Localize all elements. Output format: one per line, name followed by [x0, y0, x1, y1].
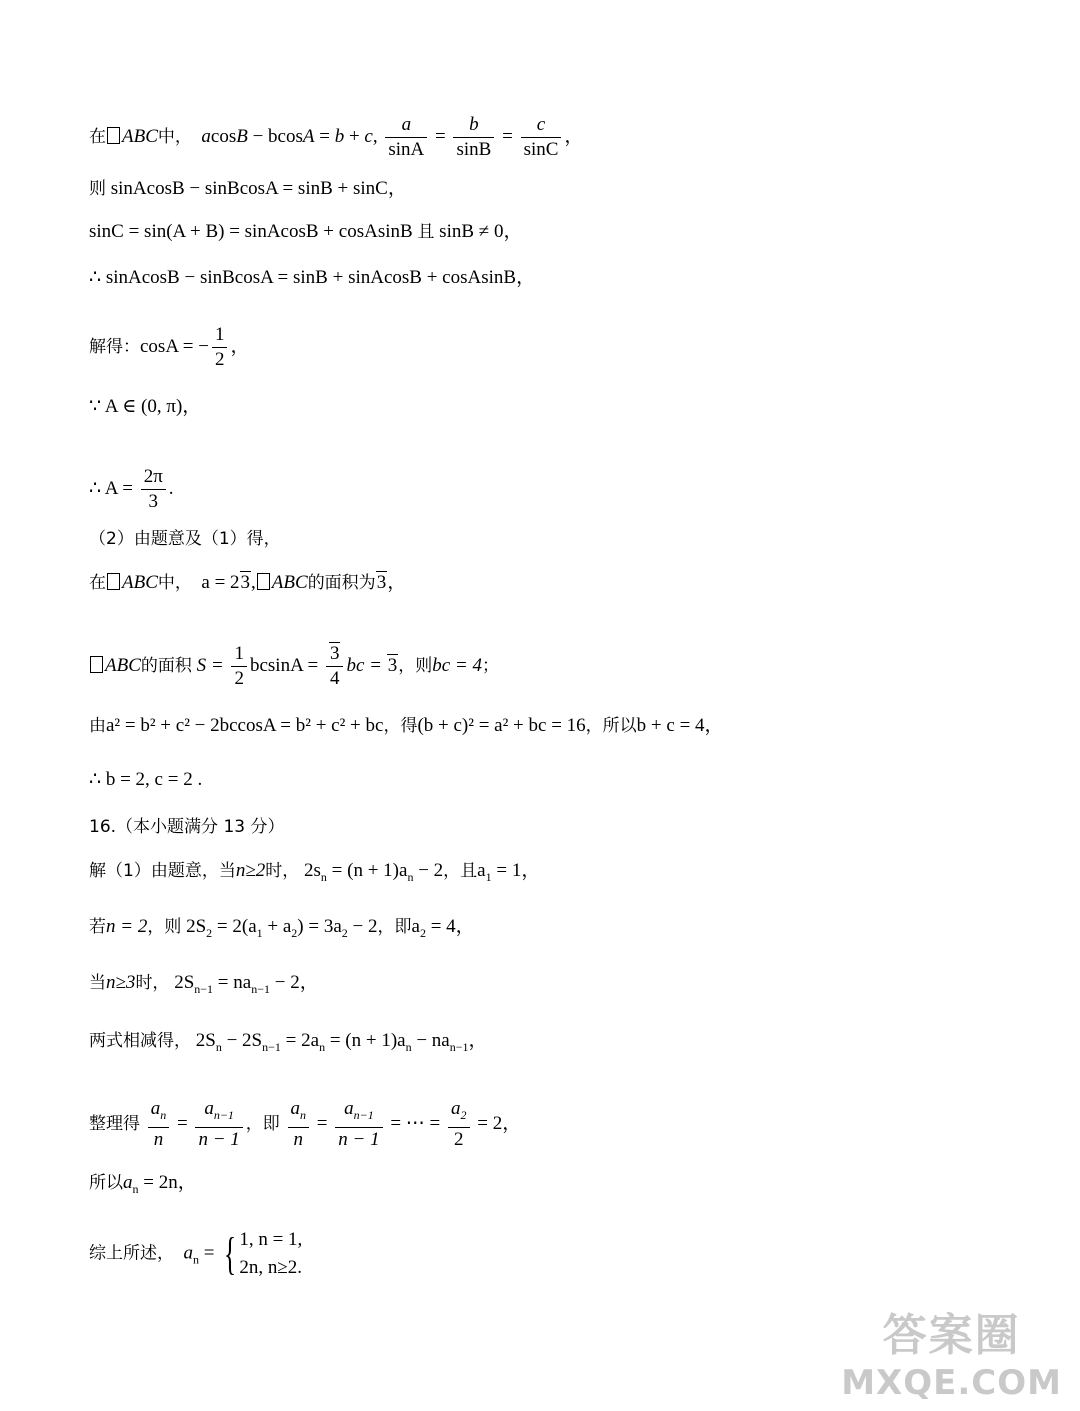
fraction: $\frac{2\pi}{3}$ [141, 465, 166, 514]
eq-line-12: ∴ b = 2, c = 2 . [89, 769, 203, 790]
fraction: $\frac{a_n}{n}$ [148, 1097, 170, 1152]
triangle-symbol [90, 656, 103, 673]
sqrt: 3 [376, 572, 387, 593]
eq-line-9: 在 ABC中， a = 23, ABC的面积为3， [89, 572, 407, 593]
eq-line-18: 整理得 $\frac{a_n}{n}$ = $\frac{a_{n-1}}{n - 1}$ ，即 $\frac{a_n}{n}$ = $\frac{a_{n-1}}{n - 1}$ = ⋯ = $\frac{a_2}{2}$ = 2， [89, 1098, 522, 1150]
fraction: $\frac{3}{4}$ [326, 642, 344, 691]
eq-line-19: 所以$a_n = 2n$， [89, 1172, 197, 1196]
sqrt: 3 [240, 572, 251, 593]
eq-line-6: ∵ A ∈ (0, π)， [89, 396, 202, 417]
fraction: $\frac{a_2}{2}$ [448, 1097, 470, 1152]
cases: 1, n = 1, 2n, n≥2. [239, 1229, 303, 1278]
fraction: $\frac{c}{\sin C}$ [521, 113, 562, 162]
fraction: $\frac{1}{2}$ [231, 642, 247, 691]
question-heading: 16.（本小题满分 13 分） [89, 817, 285, 837]
eq-line-1: 在 ABC中， acosB − bcosA = b + c, $\frac{a}{\sin A}$ = $\frac{b}{\sin B}$ = $\frac{c}{\sin C}$ ， [89, 114, 584, 160]
fraction: $\frac{a_n}{n}$ [288, 1097, 310, 1152]
eq-line-17: 两式相减得， $2S_n - 2S_{n-1} = 2a_n = (n + 1)a_n - na_{n-1}$， [89, 1030, 488, 1054]
triangle-symbol [257, 573, 270, 590]
eq-line-10: ABC的面积 S = $\frac{1}{2}$ bcsinA = $\frac{3}{4}$ bc = 3，则bc = 4； [89, 642, 499, 691]
eq-line-2: 则 sinAcosB − sinBcosA = sinB + sinC， [89, 178, 407, 199]
triangle-symbol [107, 573, 120, 590]
eq-line-14: 解（1）由题意，当n≥2时， $2s_n = (n + 1)a_n - 2$，且$a_1 = 1$， [89, 860, 541, 884]
fraction: $\frac{b}{\sin B}$ [453, 113, 494, 162]
left-brace: { [224, 1228, 237, 1279]
triangle-symbol [107, 127, 120, 144]
eq-line-5: 解得：cosA = − $\frac{1}{2}$ ， [89, 324, 250, 370]
fraction: $\frac{a}{\sin A}$ [385, 113, 427, 162]
eq-line-16: 当n≥3时， $2S_{n-1} = na_{n-1} - 2$， [89, 972, 319, 996]
fraction: $\frac{a_{n-1}}{n - 1}$ [335, 1097, 382, 1152]
fraction: $\frac{1}{2}$ [212, 323, 228, 372]
fraction: $\frac{a_{n-1}}{n - 1}$ [195, 1097, 242, 1152]
watermark-logo: 答案圈 MXQE.COM [841, 1310, 1062, 1403]
eq-line-4: ∴ sinAcosB − sinBcosA = sinB + sinAcosB + cosAsinB， [89, 267, 536, 288]
eq-line-8: （2）由题意及（1）得， [89, 529, 281, 549]
sqrt: 3 [387, 654, 398, 676]
eq-line-3: sinC = sin(A + B) = sinAcosB + cosAsinB 且 sinB ≠ 0， [89, 221, 523, 242]
eq-line-20: 综上所述， $a_n$ = { 1, n = 1, 2n, n≥2. [89, 1226, 302, 1282]
eq-line-15: 若n = 2，则 $2S_2 = 2(a_1 + a_2) = 3a_2 - 2$，即$a_2 = 4$， [89, 916, 475, 940]
eq-line-7: ∴ A = $\frac{2\pi}{3}$ . [89, 466, 174, 512]
eq-line-11: 由a² = b² + c² − 2bccosA = b² + c² + bc，得(b + c)² = a² + bc = 16，所以b + c = 4， [89, 715, 724, 736]
